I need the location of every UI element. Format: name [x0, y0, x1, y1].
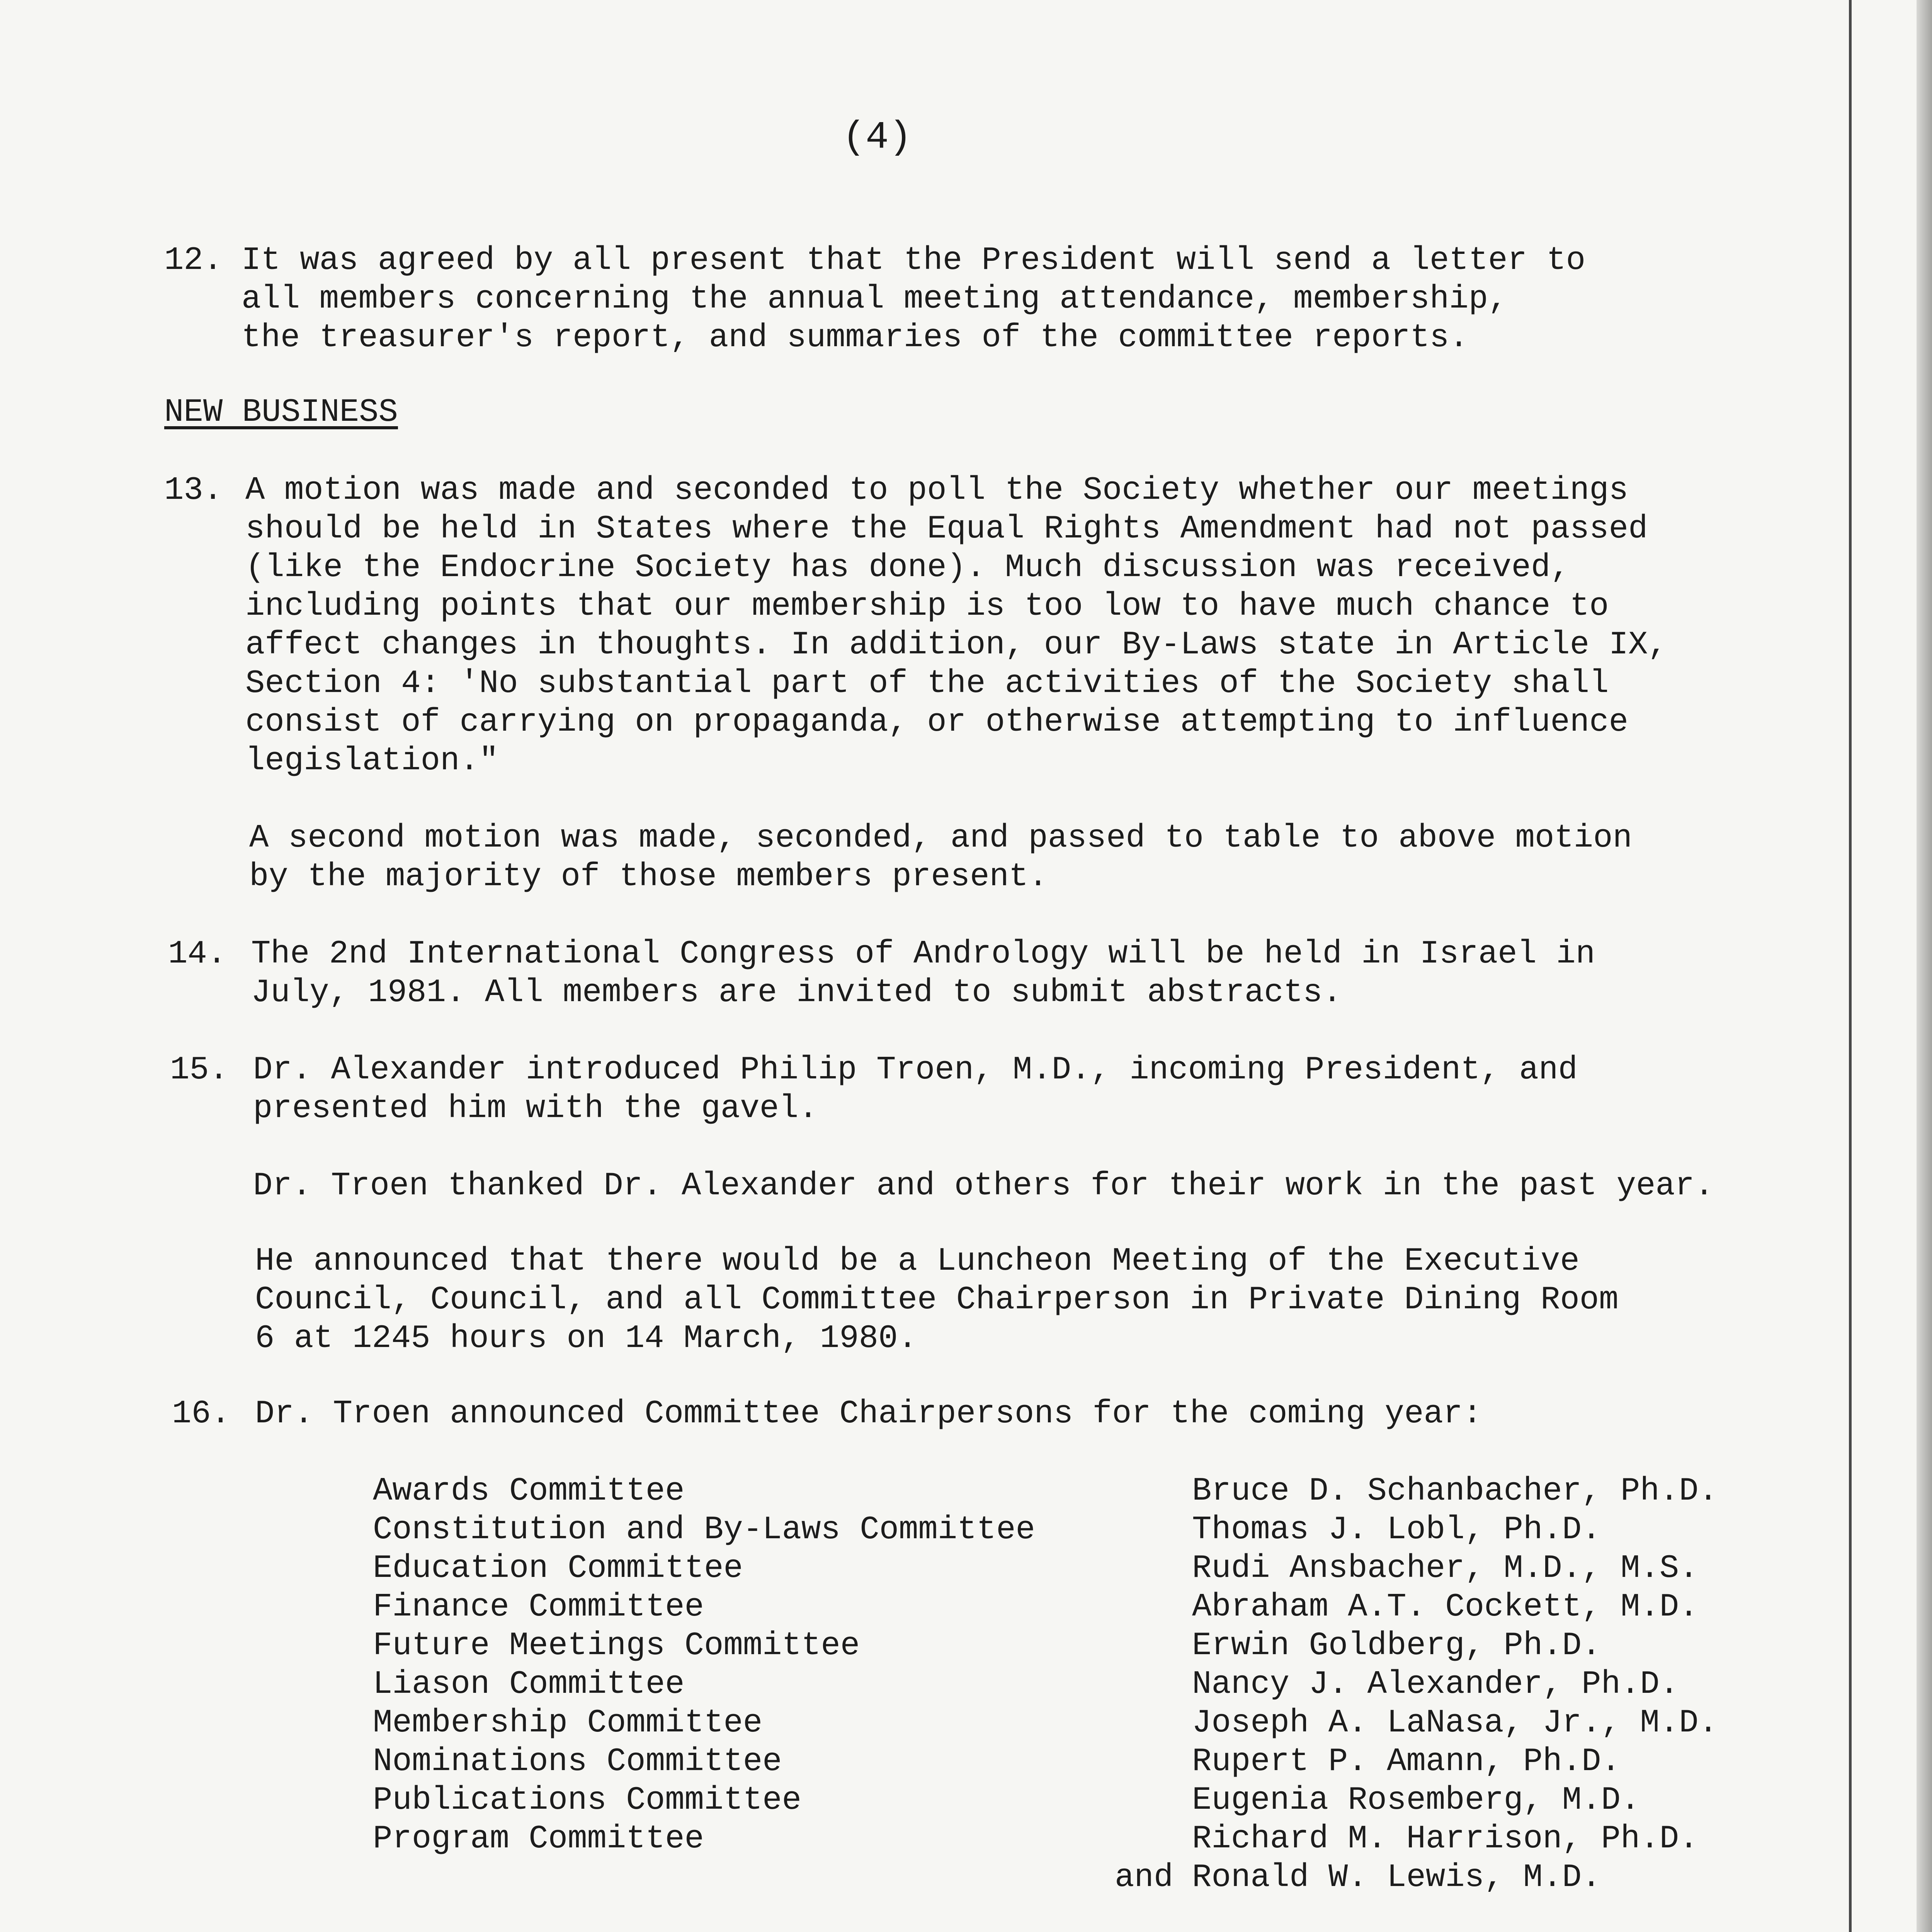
item-16-number: 16.	[172, 1396, 231, 1432]
item-13-line: Section 4: 'No substantial part of the activities of the Society shall	[245, 665, 1609, 702]
item-12-line: the treasurer's report, and summaries of the committee reports.	[242, 320, 1469, 356]
item-15-line: presented him with the gavel.	[253, 1090, 818, 1127]
committee-chair: Thomas J. Lobl, Ph.D.	[1192, 1512, 1601, 1548]
item-12-text	[242, 242, 1585, 357]
committee-chair: Nancy J. Alexander, Ph.D.	[1192, 1666, 1679, 1703]
item-13-line: should be held in States where the Equal Rights Amendment had not passed	[245, 511, 1648, 548]
item-12-number: 12.	[164, 242, 223, 279]
item-14-number: 14.	[168, 936, 227, 973]
page-edge-line	[1849, 0, 1852, 1932]
item-13-second-motion	[249, 819, 1632, 896]
committee-name: Education Committee	[373, 1550, 743, 1587]
item-13-number: 13.	[164, 472, 223, 509]
item-13-line: A motion was made and seconded to poll the Society whether our meetings	[245, 472, 1628, 509]
committee-name: Membership Committee	[373, 1705, 763, 1742]
item-12-line: all members concerning the annual meeting attendance, membership,	[242, 281, 1508, 318]
item-14-line: The 2nd International Congress of Andrology will be held in Israel in	[251, 936, 1595, 973]
program-cochair-and: and	[1115, 1859, 1173, 1896]
committee-name: Publications Committee	[373, 1782, 801, 1819]
page-edge-shadow	[1917, 0, 1932, 1932]
item-14-text	[251, 935, 1595, 1012]
item-15-para3-line: He announced that there would be a Luncheon Meeting of the Executive	[255, 1243, 1580, 1280]
item-13-line: consist of carrying on propaganda, or otherwise attempting to influence	[245, 704, 1628, 741]
item-13-line: including points that our membership is too low to have much chance to	[245, 588, 1609, 625]
committee-name: Finance Committee	[373, 1589, 704, 1626]
committee-name: Constitution and By-Laws Committee	[373, 1512, 1035, 1548]
item-16-intro: Dr. Troen announced Committee Chairpersons for the coming year:	[255, 1396, 1482, 1432]
item-12-line: It was agreed by all present that the President will send a letter to	[242, 242, 1586, 279]
committee-name: Nominations Committee	[373, 1743, 782, 1780]
item-15-number: 15.	[170, 1052, 229, 1088]
committee-chair: Joseph A. LaNasa, Jr., M.D.	[1192, 1705, 1718, 1742]
item-13-line: (like the Endocrine Society has done). Much discussion was received,	[245, 549, 1570, 586]
item-15-luncheon	[255, 1242, 1619, 1358]
committee-name: Awards Committee	[373, 1473, 685, 1510]
committee-name: Program Committee	[373, 1821, 704, 1857]
committee-chair: Rudi Ansbacher, M.D., M.S.	[1192, 1550, 1699, 1587]
item-15-thanks: Dr. Troen thanked Dr. Alexander and others for their work in the past year.	[253, 1168, 1714, 1204]
program-cochair: Ronald W. Lewis, M.D.	[1192, 1859, 1601, 1896]
committee-chair: Richard M. Harrison, Ph.D.	[1192, 1821, 1699, 1857]
committee-name: Future Meetings Committee	[373, 1628, 860, 1664]
item-15-para3-line: 6 at 1245 hours on 14 March, 1980.	[255, 1320, 917, 1357]
item-15-para3-line: Council, Council, and all Committee Chairperson in Private Dining Room	[255, 1282, 1619, 1318]
page-number: (4)	[842, 116, 912, 160]
committee-chair: Erwin Goldberg, Ph.D.	[1192, 1628, 1601, 1664]
item-15-line: Dr. Alexander introduced Philip Troen, M.D., incoming President, and	[253, 1052, 1578, 1088]
item-13-line: affect changes in thoughts. In addition, our By-Laws state in Article IX,	[245, 627, 1667, 663]
new-business-heading: NEW BUSINESS	[164, 394, 398, 431]
committee-chair: Rupert P. Amann, Ph.D.	[1192, 1743, 1621, 1780]
item-15-text	[253, 1051, 1578, 1128]
item-14-line: July, 1981. All members are invited to submit abstracts.	[251, 975, 1342, 1011]
item-13-line: legislation."	[245, 743, 499, 779]
committee-chair: Bruce D. Schanbacher, Ph.D.	[1192, 1473, 1718, 1510]
committee-chair: Eugenia Rosemberg, M.D.	[1192, 1782, 1640, 1819]
item-13-text	[245, 471, 1667, 781]
item-13-para2-line: A second motion was made, seconded, and passed to table to above motion	[249, 820, 1632, 857]
item-13-para2-line: by the majority of those members present.	[249, 859, 1048, 895]
committee-chair: Abraham A.T. Cockett, M.D.	[1192, 1589, 1699, 1626]
committee-name: Liason Committee	[373, 1666, 685, 1703]
